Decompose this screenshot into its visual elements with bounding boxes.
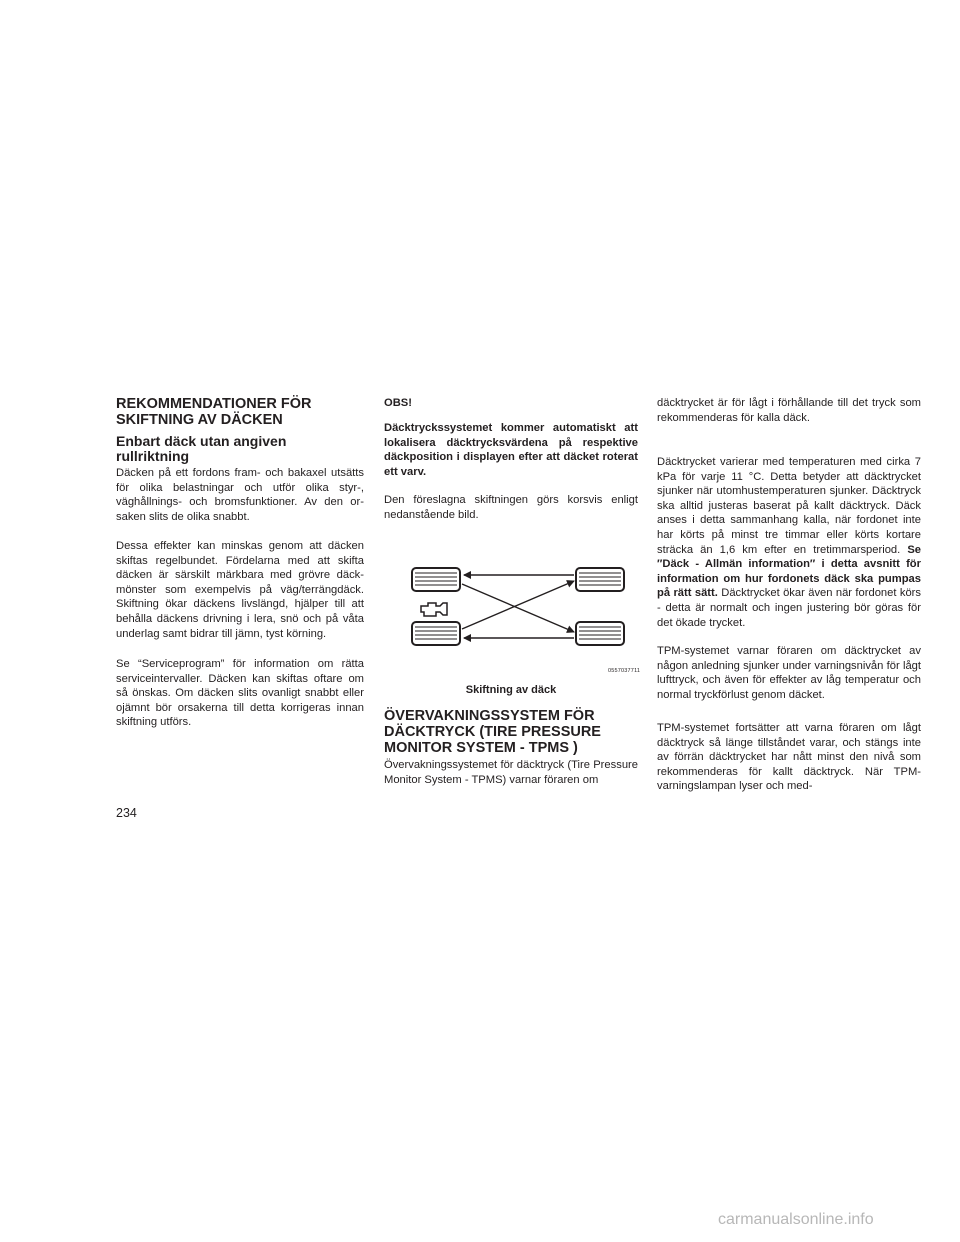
section-heading-tpms (384, 708, 638, 756)
heading-line: SKIFTNING AV DÄCKEN (116, 412, 283, 428)
paragraph: Övervakningssystemet för däcktryck (Tire Pressure Monitor System - TPMS) varnar föraren om (384, 759, 638, 786)
heading-line: REKOMMENDATIONER FÖR (116, 396, 312, 412)
page-number: 234 (116, 806, 137, 820)
rotation-arrow-cross-up (462, 581, 574, 629)
section-heading-tire-rotation (116, 396, 364, 428)
paragraph: Se “Serviceprogram” för information om rätta serviceintervaller. Däcken kan skiftas oftare om så önskas. Om däcken slits ovanligt snabbt eller ojämnt bör orsakerna till detta korrigeras innan skiftning utförs. (116, 658, 364, 729)
heading-line: DÄCKTRYCK (TIRE PRESSURE (384, 724, 601, 740)
figure-caption: Skiftning av däck (465, 684, 557, 696)
heading-line: MONITOR SYSTEM - TPMS ) (384, 740, 578, 756)
note-label: OBS! (384, 397, 412, 409)
note-text: Däcktryckssystemet kommer automatiskt att lokalisera däcktrycksvärdena på respektive däckposition i displayen efter att däcket roterat ett varv. (384, 422, 638, 478)
paragraph: TPM-systemet varnar föraren om däcktrycket av någon anledning sjunker under varningsnivån för lågt lufttryck, och även för effekter av låg temperatur och normal tryckförlust genom däcket. (657, 645, 921, 701)
paragraph: Den föreslagna skiftningen görs korsvis enligt nedanstående bild. (384, 494, 638, 521)
rotation-arrow-cross-down (462, 584, 574, 632)
tire-rear-left (412, 622, 460, 645)
cross-reference: Se ″Däck - Allmän information″ i detta avsnitt för information om hur fordonets däck ska pumpas på rätt sätt. (657, 543, 922, 600)
subheading-non-directional-tires (116, 434, 364, 464)
paragraph: Dessa effekter kan minskas genom att däcken skiftas regelbundet. Fördelarna med att skifta däcken är särskilt märkbara med grövre däckmönster som exempelvis på väg/terrängdäck. Skiftning ökar däckens livslängd, hjälper till att behålla däckens drivning i lera, snö och på våta underlag samt bidrar till jämn, tyst körning. (116, 540, 364, 640)
paragraph: däcktrycket är för lågt i förhållande till det tryck som rekommenderas för kalla däck. (657, 397, 921, 424)
heading-line: ÖVERVAKNINGSSYSTEM FÖR (384, 708, 595, 724)
tire-front-right (576, 568, 624, 591)
paragraph (657, 455, 921, 630)
figure-code: 0557037711 (608, 668, 641, 674)
paragraph-text: Däcktrycket varierar med temperaturen med cirka 7 kPa för varje 11 °C. Detta betyder att däcktrycket sjunker när utomhustemperaturen sjunker. Däcktryck ska alltid justeras baserat på kallt däcktryck. Däck anses i detta sammanhang kalla, när fordonet inte har körts på minst tre timmar eller körts kortare sträcka än 1,6 km efter en tretimmarsperiod. (657, 456, 921, 556)
tire-rear-right (576, 622, 624, 645)
watermark: carmanualsonline.info (718, 1211, 874, 1228)
paragraph: TPM-systemet fortsätter att varna föraren om lågt däcktryck så länge tillståndet varar, och stängs inte av förrän däcktrycket har nått minst den nivå som rekommenderas för kallt däcktryck. När TPM-varningslampan lyser och med- (657, 722, 921, 793)
tire-rotation-diagram (402, 560, 642, 680)
heading-line: rullriktning (116, 448, 190, 464)
heading-line: Enbart däck utan angiven (116, 433, 287, 449)
tire-front-left (412, 568, 460, 591)
paragraph-text: Däcktrycket ökar även när fordonet körs - detta är normalt och ingen justering bör göras för det ökade trycket. (657, 587, 921, 629)
paragraph: Däcken på ett fordons fram- och bakaxel utsätts för olika belastningar och utför olika styr-, väghållnings- och bromsfunktioner. Av den orsaken slits de olika snabbt. (116, 467, 364, 523)
engine-icon (421, 603, 447, 616)
